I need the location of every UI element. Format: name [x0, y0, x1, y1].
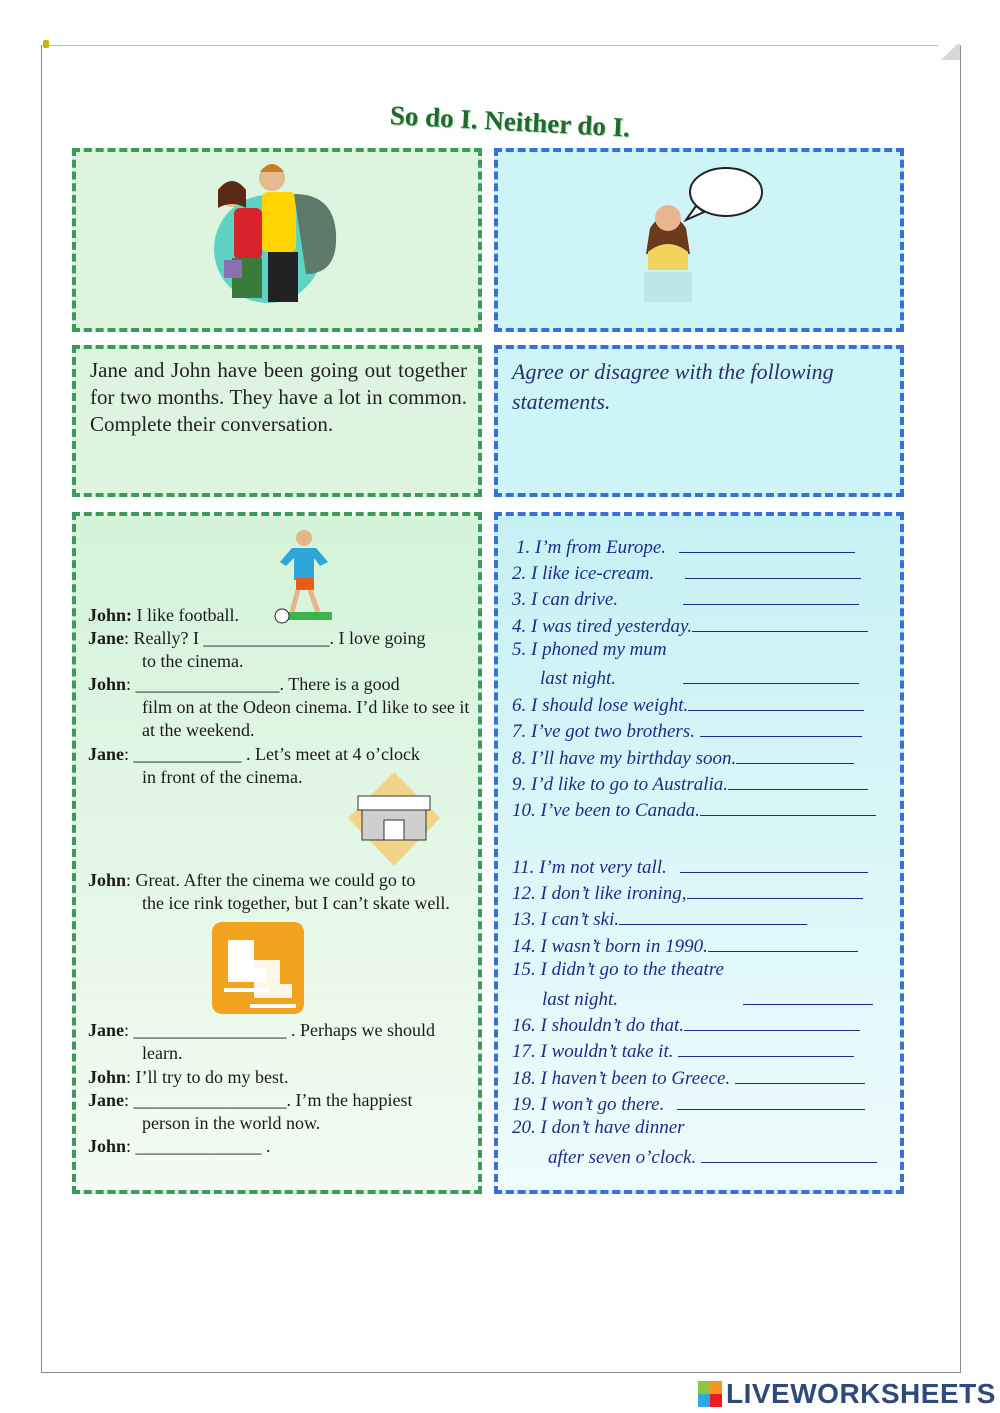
speaker-name: Jane [88, 1090, 124, 1110]
answer-blank[interactable] [679, 534, 855, 553]
list-item: 17. I wouldn’t take it. [512, 1038, 854, 1063]
dialogue-line [88, 1135, 478, 1158]
answer-blank[interactable] [685, 560, 861, 579]
couple-illustration [72, 148, 482, 332]
speaker-name: Jane [88, 1020, 124, 1040]
answer-blank[interactable] [736, 745, 854, 764]
answer-blank[interactable] [700, 797, 876, 816]
intro-text: Jane and John have been going out together for two months. They have a lot in common. Complete their conversation. [90, 358, 467, 436]
instruction-text: Agree or disagree with the following statements. [512, 359, 834, 414]
list-item: 10. I’ve been to Canada. [512, 797, 876, 822]
page-title: So do I. Neither do I. [389, 100, 631, 143]
intro-panel [72, 345, 482, 497]
list-item: after seven o’clock. [548, 1144, 877, 1169]
list-item: 3. I can drive. [512, 586, 859, 611]
list-item: 2. I like ice-cream. [512, 560, 861, 585]
line-text: I like football. [132, 605, 239, 625]
line-text: : ______________ . [126, 1136, 271, 1156]
answer-blank[interactable] [692, 613, 868, 632]
list-item: 19. I won’t go there. [512, 1091, 865, 1116]
list-item: 13. I can’t ski. [512, 906, 807, 931]
logo-squares-icon [698, 1381, 722, 1407]
answer-blank[interactable] [619, 906, 807, 925]
line-text: : I’ll try to do my best. [126, 1067, 289, 1087]
answer-blank[interactable] [688, 692, 864, 711]
speaker-picture-panel [494, 148, 904, 332]
answer-blank[interactable] [683, 665, 859, 684]
statements-panel [494, 512, 904, 1194]
list-item: 7. I’ve got two brothers. [512, 718, 862, 743]
speaker-name: John [88, 870, 127, 890]
answer-blank[interactable] [735, 1065, 865, 1084]
answer-blank[interactable] [708, 933, 858, 952]
line-continuation: to the cinema. [142, 651, 244, 671]
dialogue-line [88, 1066, 478, 1089]
list-item: 9. I’d like to go to Australia. [512, 771, 868, 796]
answer-blank[interactable] [684, 1012, 860, 1031]
speaking-woman-illustration [494, 148, 904, 332]
list-item: 20. I don’t have dinner [512, 1117, 685, 1138]
speaker-name: John [88, 1067, 127, 1087]
speaker-name: John [88, 674, 127, 694]
list-item: 5. I phoned my mum [512, 639, 667, 660]
dialogue-line [88, 869, 478, 915]
list-item: last night. [542, 986, 873, 1011]
answer-blank[interactable] [687, 880, 863, 899]
line-continuation: person in the world now. [142, 1113, 321, 1133]
line-continuation: in front of the cinema. [142, 767, 303, 787]
answer-blank[interactable] [677, 1091, 865, 1110]
line-text: : Great. After the cinema we could go to [126, 870, 416, 890]
dialogue-line [88, 673, 478, 742]
dialogue-line [88, 743, 478, 789]
answer-blank[interactable] [700, 718, 862, 737]
liveworksheets-logo[interactable] [698, 1378, 996, 1410]
line-text: : Really? I ______________. I love going [124, 628, 426, 648]
list-item: 1. I’m from Europe. [516, 534, 855, 559]
line-continuation: the ice rink together, but I can’t skate well. [142, 893, 450, 913]
dialogue-panel [72, 512, 482, 1194]
instruction-panel [494, 345, 904, 497]
dialogue-line [88, 1089, 478, 1135]
list-item: last night. [540, 665, 859, 690]
list-item: 12. I don’t like ironing, [512, 880, 863, 905]
line-text: : _________________. I’m the happiest [124, 1090, 413, 1110]
dialogue-line [88, 627, 478, 673]
list-item: 11. I’m not very tall. [512, 854, 868, 879]
list-item: 14. I wasn’t born in 1990. [512, 933, 858, 958]
line-continuation: film on at the Odeon cinema. I’d like to see it at the weekend. [142, 697, 470, 740]
speaker-name: Jane [88, 628, 124, 648]
line-text: : ____________ . Let’s meet at 4 o’clock [124, 744, 420, 764]
answer-blank[interactable] [701, 1144, 877, 1163]
dialogue-line [88, 1019, 478, 1065]
list-item: 8. I’ll have my birthday soon. [512, 745, 854, 770]
list-item: 15. I didn’t go to the theatre [512, 959, 724, 980]
logo-text: LIVEWORKSHEETS [726, 1378, 996, 1409]
answer-blank[interactable] [728, 771, 868, 790]
line-text: : _________________ . Perhaps we should [124, 1020, 435, 1040]
speaker-name: John: [88, 605, 133, 625]
pin-icon [43, 40, 49, 48]
ice-skates-icon [210, 920, 306, 1016]
answer-blank[interactable] [678, 1038, 854, 1057]
speaker-name: Jane [88, 744, 124, 764]
list-item: 16. I shouldn’t do that. [512, 1012, 860, 1037]
line-continuation: learn. [142, 1043, 183, 1063]
answer-blank[interactable] [743, 986, 873, 1005]
answer-blank[interactable] [683, 586, 859, 605]
list-item: 4. I was tired yesterday. [512, 613, 868, 638]
line-text: : ________________. There is a good [126, 674, 400, 694]
list-item: 6. I should lose weight. [512, 692, 864, 717]
dialogue-line [88, 604, 478, 627]
list-item: 18. I haven’t been to Greece. [512, 1065, 865, 1090]
speaker-name: John [88, 1136, 127, 1156]
answer-blank[interactable] [680, 854, 868, 873]
page-fold-corner [938, 44, 960, 60]
couple-picture-panel [72, 148, 482, 332]
